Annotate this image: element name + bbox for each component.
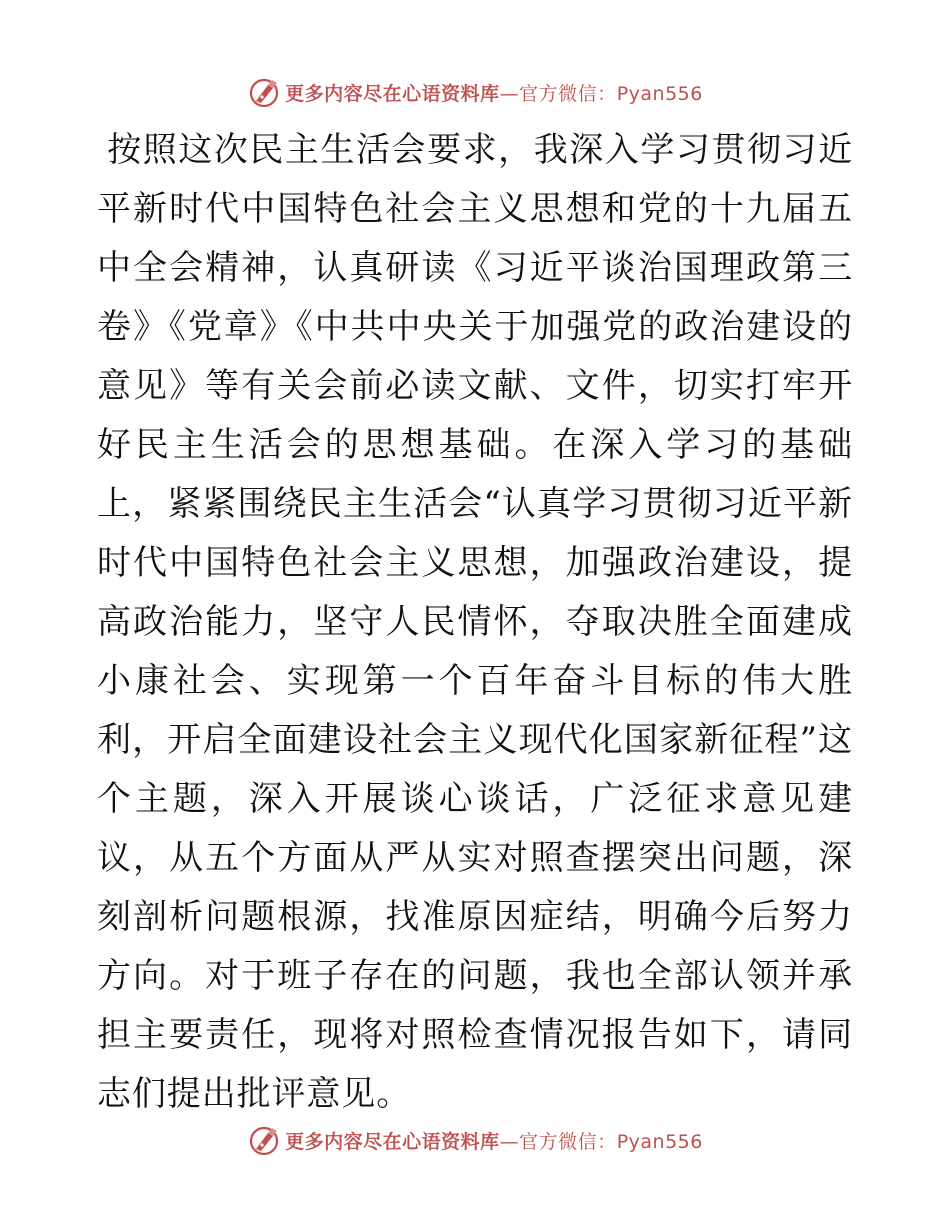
watermark-main: 更多内容尽在心语资料库 — [285, 82, 500, 105]
watermark-text — [285, 1127, 703, 1154]
watermark-text — [285, 79, 703, 106]
pen-nib-circle-icon — [247, 1123, 281, 1157]
header-watermark — [0, 72, 950, 112]
watermark-separator: — — [499, 82, 520, 105]
footer-watermark — [0, 1120, 950, 1160]
watermark-label: 官方微信： — [519, 82, 617, 105]
body-paragraph: 按照这次民主生活会要求，我深入学习贯彻习近平新时代中国特色社会主义思想和党的十九届五中全会精神，认真研读《习近平谈治国理政第三卷》《党章》《中共中央关于加强党的政治建设的意见》等有关会前必读文献、文件，切实打牢开好民主生活会的思想基础。在深入学习的基础上，紧紧围绕民主生活会“认真学习贯彻习近平新时代中国特色社会主义思想，加强政治建设，提高政治能力，坚守人民情怀，夺取决胜全面建成小康社会、实现第一个百年奋斗目标的伟大胜利，开启全面建设社会主义现代化国家新征程”这个主题，深入开展谈心谈话，广泛征求意见建议，从五个方面从严从实对照查摆突出问题，深刻剖析问题根源，找准原因症结，明确今后努力方向。对于班子存在的问题，我也全部认领并承担主要责任，现将对照检查情况报告如下，请同志们提出批评意见。 — [97, 130, 853, 1114]
watermark-wechat-id: Pyan556 — [616, 1130, 703, 1153]
watermark-separator: — — [499, 1130, 520, 1153]
watermark-label: 官方微信： — [519, 1130, 617, 1153]
pen-nib-circle-icon — [247, 75, 281, 109]
document-body — [97, 121, 853, 1124]
watermark-wechat-id: Pyan556 — [616, 82, 703, 105]
watermark-main: 更多内容尽在心语资料库 — [285, 1130, 500, 1153]
